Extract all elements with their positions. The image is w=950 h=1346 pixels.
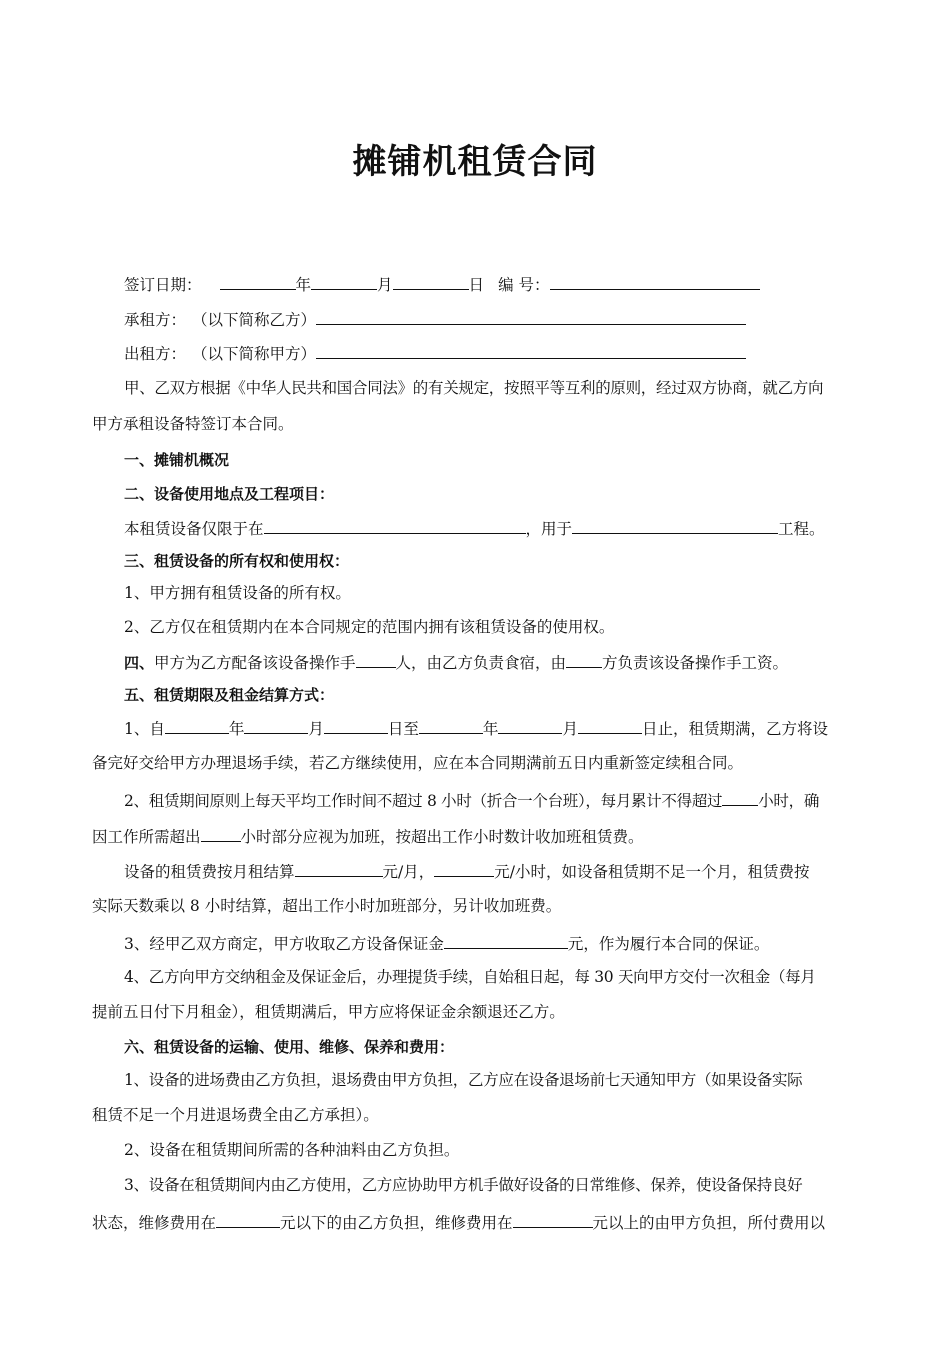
contract-number-blank[interactable]	[550, 272, 760, 290]
end-month-blank[interactable]	[498, 716, 562, 734]
end-month-label: 月	[562, 720, 578, 738]
hourly-rent-text: 元/小时，如设备租赁期不足一个月，租赁费按	[494, 863, 810, 881]
monthly-hours-suffix: 小时，确	[758, 792, 820, 810]
lessor-label: 出租方：	[124, 345, 187, 363]
month-blank[interactable]	[311, 272, 377, 290]
section-2-heading: 二、设备使用地点及工程项目：	[124, 485, 335, 503]
start-day-blank[interactable]	[324, 716, 388, 734]
section-5-p2-line1	[92, 788, 862, 812]
lease-from-label: 1、自	[124, 720, 165, 738]
hourly-rent-blank[interactable]	[434, 859, 494, 877]
repair-high-blank[interactable]	[513, 1210, 593, 1228]
month-label: 月	[377, 276, 393, 294]
usage-place-blank[interactable]	[264, 516, 526, 534]
overtime-text: 小时部分应视为加班，按超出工作小时数计收加班租赁费。	[240, 828, 644, 846]
project-suffix: 工程。	[778, 520, 825, 538]
lessor-blank[interactable]	[316, 341, 746, 359]
sign-date-row	[92, 272, 862, 296]
year-label: 年	[295, 276, 312, 294]
monthly-hours-blank[interactable]	[722, 788, 758, 806]
section-4	[92, 650, 862, 674]
start-year-blank[interactable]	[165, 716, 229, 734]
lessee-label: 承租方：	[124, 311, 187, 329]
day-label: 日	[468, 276, 485, 294]
contract-number-label: 编 号：	[498, 276, 550, 294]
project-blank[interactable]	[572, 516, 778, 534]
section-3-heading: 三、租赁设备的所有权和使用权：	[124, 552, 350, 570]
repair-low-blank[interactable]	[216, 1210, 280, 1228]
section-6-p2: 2、设备在租赁期间所需的各种油料由乙方负担。	[124, 1141, 460, 1159]
section-1-heading: 一、摊铺机概况	[124, 451, 230, 469]
usage-place-label: 本租赁设备仅限于在	[124, 520, 264, 538]
end-day-blank[interactable]	[578, 716, 642, 734]
start-year-label: 年	[228, 720, 245, 738]
section-2-text	[92, 516, 862, 540]
lessor-row	[92, 341, 862, 365]
overtime-hours-blank[interactable]	[201, 824, 241, 842]
section-4-heading: 四、	[124, 654, 155, 672]
section-3-item-2: 2、乙方仅在租赁期内在本合同规定的范围内拥有该租赁设备的使用权。	[124, 618, 615, 636]
monthly-hours-text: 2、租赁期间原则上每天平均工作时间不超过 8 小时（折合一个台班），每月累计不得超过	[124, 792, 723, 810]
section-6-p1-line1: 1、设备的进场费由乙方负担，退场费由甲方负担，乙方应在设备退场前七天通知甲方（如果设备实际	[124, 1071, 803, 1089]
repair-low-label: 状态，维修费用在	[92, 1214, 217, 1232]
lease-end-text: 日止，租赁期满，乙方将设	[641, 720, 828, 738]
end-year-label: 年	[482, 720, 499, 738]
section-5-heading: 五、租赁期限及租金结算方式：	[124, 686, 335, 704]
document-title: 摊铺机租赁合同	[352, 142, 598, 182]
section-5-p5-line2: 提前五日付下月租金），租赁期满后，甲方应将保证金余额退还乙方。	[92, 1003, 565, 1021]
intro-line-1: 甲、乙双方根据《中华人民共和国合同法》的有关规定，按照平等互利的原则，经过双方协商，就乙方向	[124, 379, 824, 397]
start-month-label: 月	[308, 720, 324, 738]
operator-meals-text: 人，由乙方负责食宿，由	[395, 654, 567, 672]
section-5-p1-line2: 备完好交给甲方办理退场手续，若乙方继续使用，应在本合同期满前五日内重新签定续租合同。	[92, 754, 744, 772]
lessor-note: （以下简称甲方）	[192, 345, 317, 363]
section-5-p3-line2: 实际天数乘以 8 小时结算，超出工作小时加班部分，另计收加班费。	[92, 897, 562, 915]
operator-count-label: 甲方为乙方配备该设备操作手	[154, 654, 356, 672]
lessee-blank[interactable]	[316, 307, 746, 325]
section-6-heading: 六、租赁设备的运输、使用、维修、保养和费用：	[124, 1038, 455, 1056]
section-5-p4	[92, 931, 862, 955]
wage-party-blank[interactable]	[566, 650, 602, 668]
lessee-row	[92, 307, 862, 331]
repair-high-label: 元以下的由乙方负担，维修费用在	[280, 1214, 513, 1232]
day-blank[interactable]	[393, 272, 469, 290]
deposit-label: 3、经甲乙双方商定，甲方收取乙方设备保证金	[124, 935, 444, 953]
project-label: ，用于	[525, 520, 573, 538]
end-year-blank[interactable]	[419, 716, 483, 734]
section-3-item-1: 1、甲方拥有租赁设备的所有权。	[124, 584, 351, 602]
operator-wage-text: 方负责该设备操作手工资。	[602, 654, 789, 672]
section-5-p2-line2	[92, 824, 862, 848]
start-day-label: 日至	[387, 720, 419, 738]
lessee-note: （以下简称乙方）	[192, 311, 317, 329]
sign-date-label: 签订日期：	[124, 276, 202, 294]
section-6-p3-line2	[92, 1210, 862, 1234]
monthly-rent-label: 设备的租赁费按月租结算	[124, 863, 295, 881]
operator-count-blank[interactable]	[356, 650, 396, 668]
section-5-p1-line1	[92, 716, 862, 740]
start-month-blank[interactable]	[244, 716, 308, 734]
section-5-p5-line1: 4、乙方向甲方交纳租金及保证金后，办理提货手续，自始租日起，每 30 天向甲方交付一次租金（每月	[124, 968, 816, 986]
section-6-p3-line1: 3、设备在租赁期间内由乙方使用，乙方应协助甲方机手做好设备的日常维修、保养，使设备保持良好	[124, 1176, 803, 1194]
deposit-text: 元，作为履行本合同的保证。	[567, 935, 770, 953]
repair-high-text: 元以上的由甲方负担，所付费用以	[592, 1214, 826, 1232]
section-6-p1-line2: 租赁不足一个月进退场费全由乙方承担）。	[92, 1106, 379, 1124]
monthly-rent-blank[interactable]	[295, 859, 383, 877]
year-blank[interactable]	[220, 272, 296, 290]
intro-line-2: 甲方承租设备特签订本合同。	[92, 415, 294, 433]
overtime-label: 因工作所需超出	[92, 828, 201, 846]
deposit-blank[interactable]	[444, 931, 568, 949]
monthly-rent-unit: 元/月，	[382, 863, 435, 881]
section-5-p3-line1	[92, 859, 862, 883]
